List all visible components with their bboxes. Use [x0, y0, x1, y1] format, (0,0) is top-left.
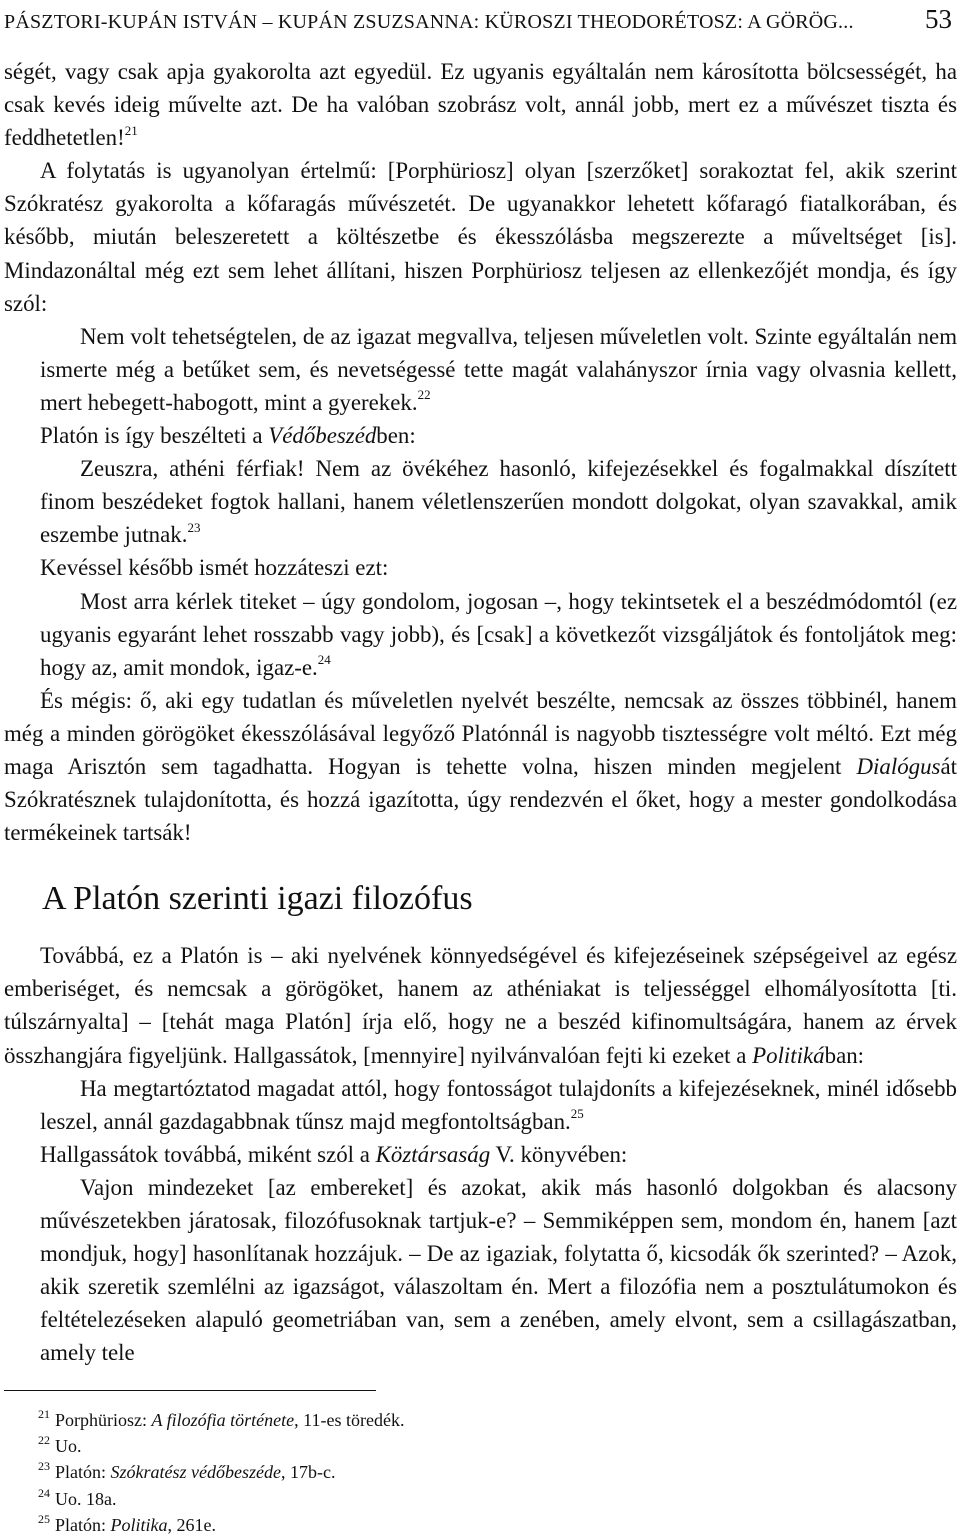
block-quote: Nem volt tehetségtelen, de az igazat megvallva, teljesen műveletlen volt. Szinte egyáltalán nem ismerte még a betűket sem, és nevetségessé tette magát valahányszor írnia vagy olvasnia kellett, mert hebegett-habogott, mint a gyerekek.$^{22}$	[40, 323, 957, 415]
work-title: Köztársaság	[375, 1141, 491, 1167]
block-quote: Ha megtartóztatod magadat attól, hogy fontosságot tulajdoníts a kifejezéseknek, minél idősebb leszel, annál gazdagabbnak tűnsz majd megfontoltságban.$^{25}$	[40, 1075, 957, 1134]
block-quote: Vajon mindezeket [az embereket] és azokat, akik más hasonló dolgokban és alacsony művészetekben járatosak, filozófusoknak tartjuk-e? – Semmiképpen sem, mondom én, hanem [azt mondjuk, hogy] hasonlítanak hozzájuk. – De az igaziak, folytatta ő, kicsodák ők szerinted? – Azok, akik szeretik szemlélni az igazságot, válaszoltam én. Mert a filozófia nem a posztulátumokon és feltételezéseken alapuló geometriában van, sem a zenében, amely elvont, sem a csillagászatban, amely tele	[40, 1174, 957, 1366]
paragraph: És mégis: ő, aki egy tudatlan és műveletlen nyelvét beszélte, nemcsak az összes többinél, hanem még a minden görögöket ékesszólásával legyőző Platónnál is nagyobb tisztességre volt méltó. Ezt még maga Arisztón sem tagadhatta. Hogyan is tehette volna, hiszen minden megjelent Dialógusát Szókratésznek tulajdonította, és hozzá igazította, úgy rendezvén el őket, hogy a mester gondolkodása termékeinek tartsák!	[4, 687, 957, 846]
footnote-ref[interactable]: 25	[570, 1106, 584, 1122]
footnote-ref[interactable]: 21	[124, 122, 138, 138]
running-title: PÁSZTORI-KUPÁN ISTVÁN – KUPÁN ZSUZSANNA: KÜROSZI THEODORÉTOSZ: A GÖRÖG...	[4, 11, 854, 33]
footnote-number: 25	[38, 1511, 50, 1526]
paragraph: Továbbá, ez a Platón is – aki nyelvének könnyedségével és kifejezéseinek szépségeivel az egész emberiséget, és nemcsak a görögöket, hanem az athéniakat is teljességgel elhomályosította [ti. túlszárnyalta] – [tehát maga Platón] írja elő, hogy ne a beszéd kifinomultságára, hanem az érvek összhangjára figyeljünk. Hallgassátok, [mennyire] nyilvánvalóan fejti ki ezeket a Politikában:	[4, 943, 957, 1068]
page-header	[4, 4, 952, 36]
work-title: Dialógus	[856, 753, 941, 779]
paragraph: Platón is így beszélteti a Védőbeszédben:	[40, 423, 416, 449]
work-title: Védőbeszéd	[268, 423, 377, 449]
block-quote: Most arra kérlek titeket – úgy gondolom, jogosan –, hogy tekintsetek el a beszédmódomtól (ez ugyanis egyaránt lehet rosszabb vagy jobb), és [csak] a következőt vizsgáljátok és fontoljátok meg: hogy az, amit mondok, igaz-e.$^{24}$	[40, 588, 957, 680]
main-text	[4, 55, 957, 1369]
footnote-ref[interactable]: 23	[187, 519, 201, 535]
footnote: $^{21}$ Porphüriosz: A filozófia története, 11-es töredék.	[38, 1407, 405, 1430]
footnote-number: 22	[38, 1433, 50, 1448]
footnote-ref[interactable]: 24	[317, 652, 331, 668]
footnote: $^{24}$ Uo. 18a.	[38, 1485, 117, 1509]
footnote-number: 21	[38, 1407, 50, 1421]
footnotes	[38, 1407, 404, 1538]
block-quote: Zeuszra, athéni férfiak! Nem az övékéhez hasonló, kifejezésekkel és fogalmakkal díszített finom beszédeket fogtok hallani, hanem véletlenszerűen mondott dolgokat, olyan szavakkal, amik eszembe jutnak.$^{23}$	[40, 456, 957, 548]
section-heading: A Platón szerinti igazi filozófus	[42, 880, 473, 918]
footnote: $^{25}$ Platón: Politika, 261e.	[38, 1511, 217, 1535]
paragraph: Kevéssel később ismét hozzáteszi ezt:	[40, 555, 389, 581]
footnote-number: 24	[38, 1485, 50, 1500]
page-number: 53	[925, 4, 952, 34]
footnote: $^{23}$ Platón: Szókratész védőbeszéde, 17b-c.	[38, 1459, 336, 1483]
paragraph: Hallgassátok továbbá, miként szól a Köztársaság V. könyvében:	[40, 1141, 628, 1167]
paragraph: A folytatás is ugyanolyan értelmű: [Porphüriosz] olyan [szerzőket] sorakoztat fel, akik szerint Szókratész gyakorolta a kőfaragás művészetét. De ugyanakkor lehetett kőfaragó fiatalkorában, és később, miután beleszeretett a költészetbe és ékesszólásba megszerezte a műveltséget [is]. Mindazonáltal még ezt sem lehet állítani, hiszen Porphüriosz teljesen az ellenkezőjét mondja, és így szól:	[4, 158, 957, 316]
work-title: Politiká	[752, 1042, 825, 1068]
paragraph: ségét, vagy csak apja gyakorolta azt egyedül. Ez ugyanis egyáltalán nem károsította bölcsességét, ha csak kevés ideig művelte azt. De ha valóban szobrász volt, annál jobb, mert ez a művészet tiszta és feddhetetlen!$^{21}$	[4, 59, 957, 151]
footnote-divider	[4, 1390, 376, 1391]
footnote-number: 23	[38, 1459, 50, 1474]
footnote: $^{22}$ Uo.	[38, 1433, 82, 1457]
footnote-ref[interactable]: 22	[417, 387, 431, 403]
